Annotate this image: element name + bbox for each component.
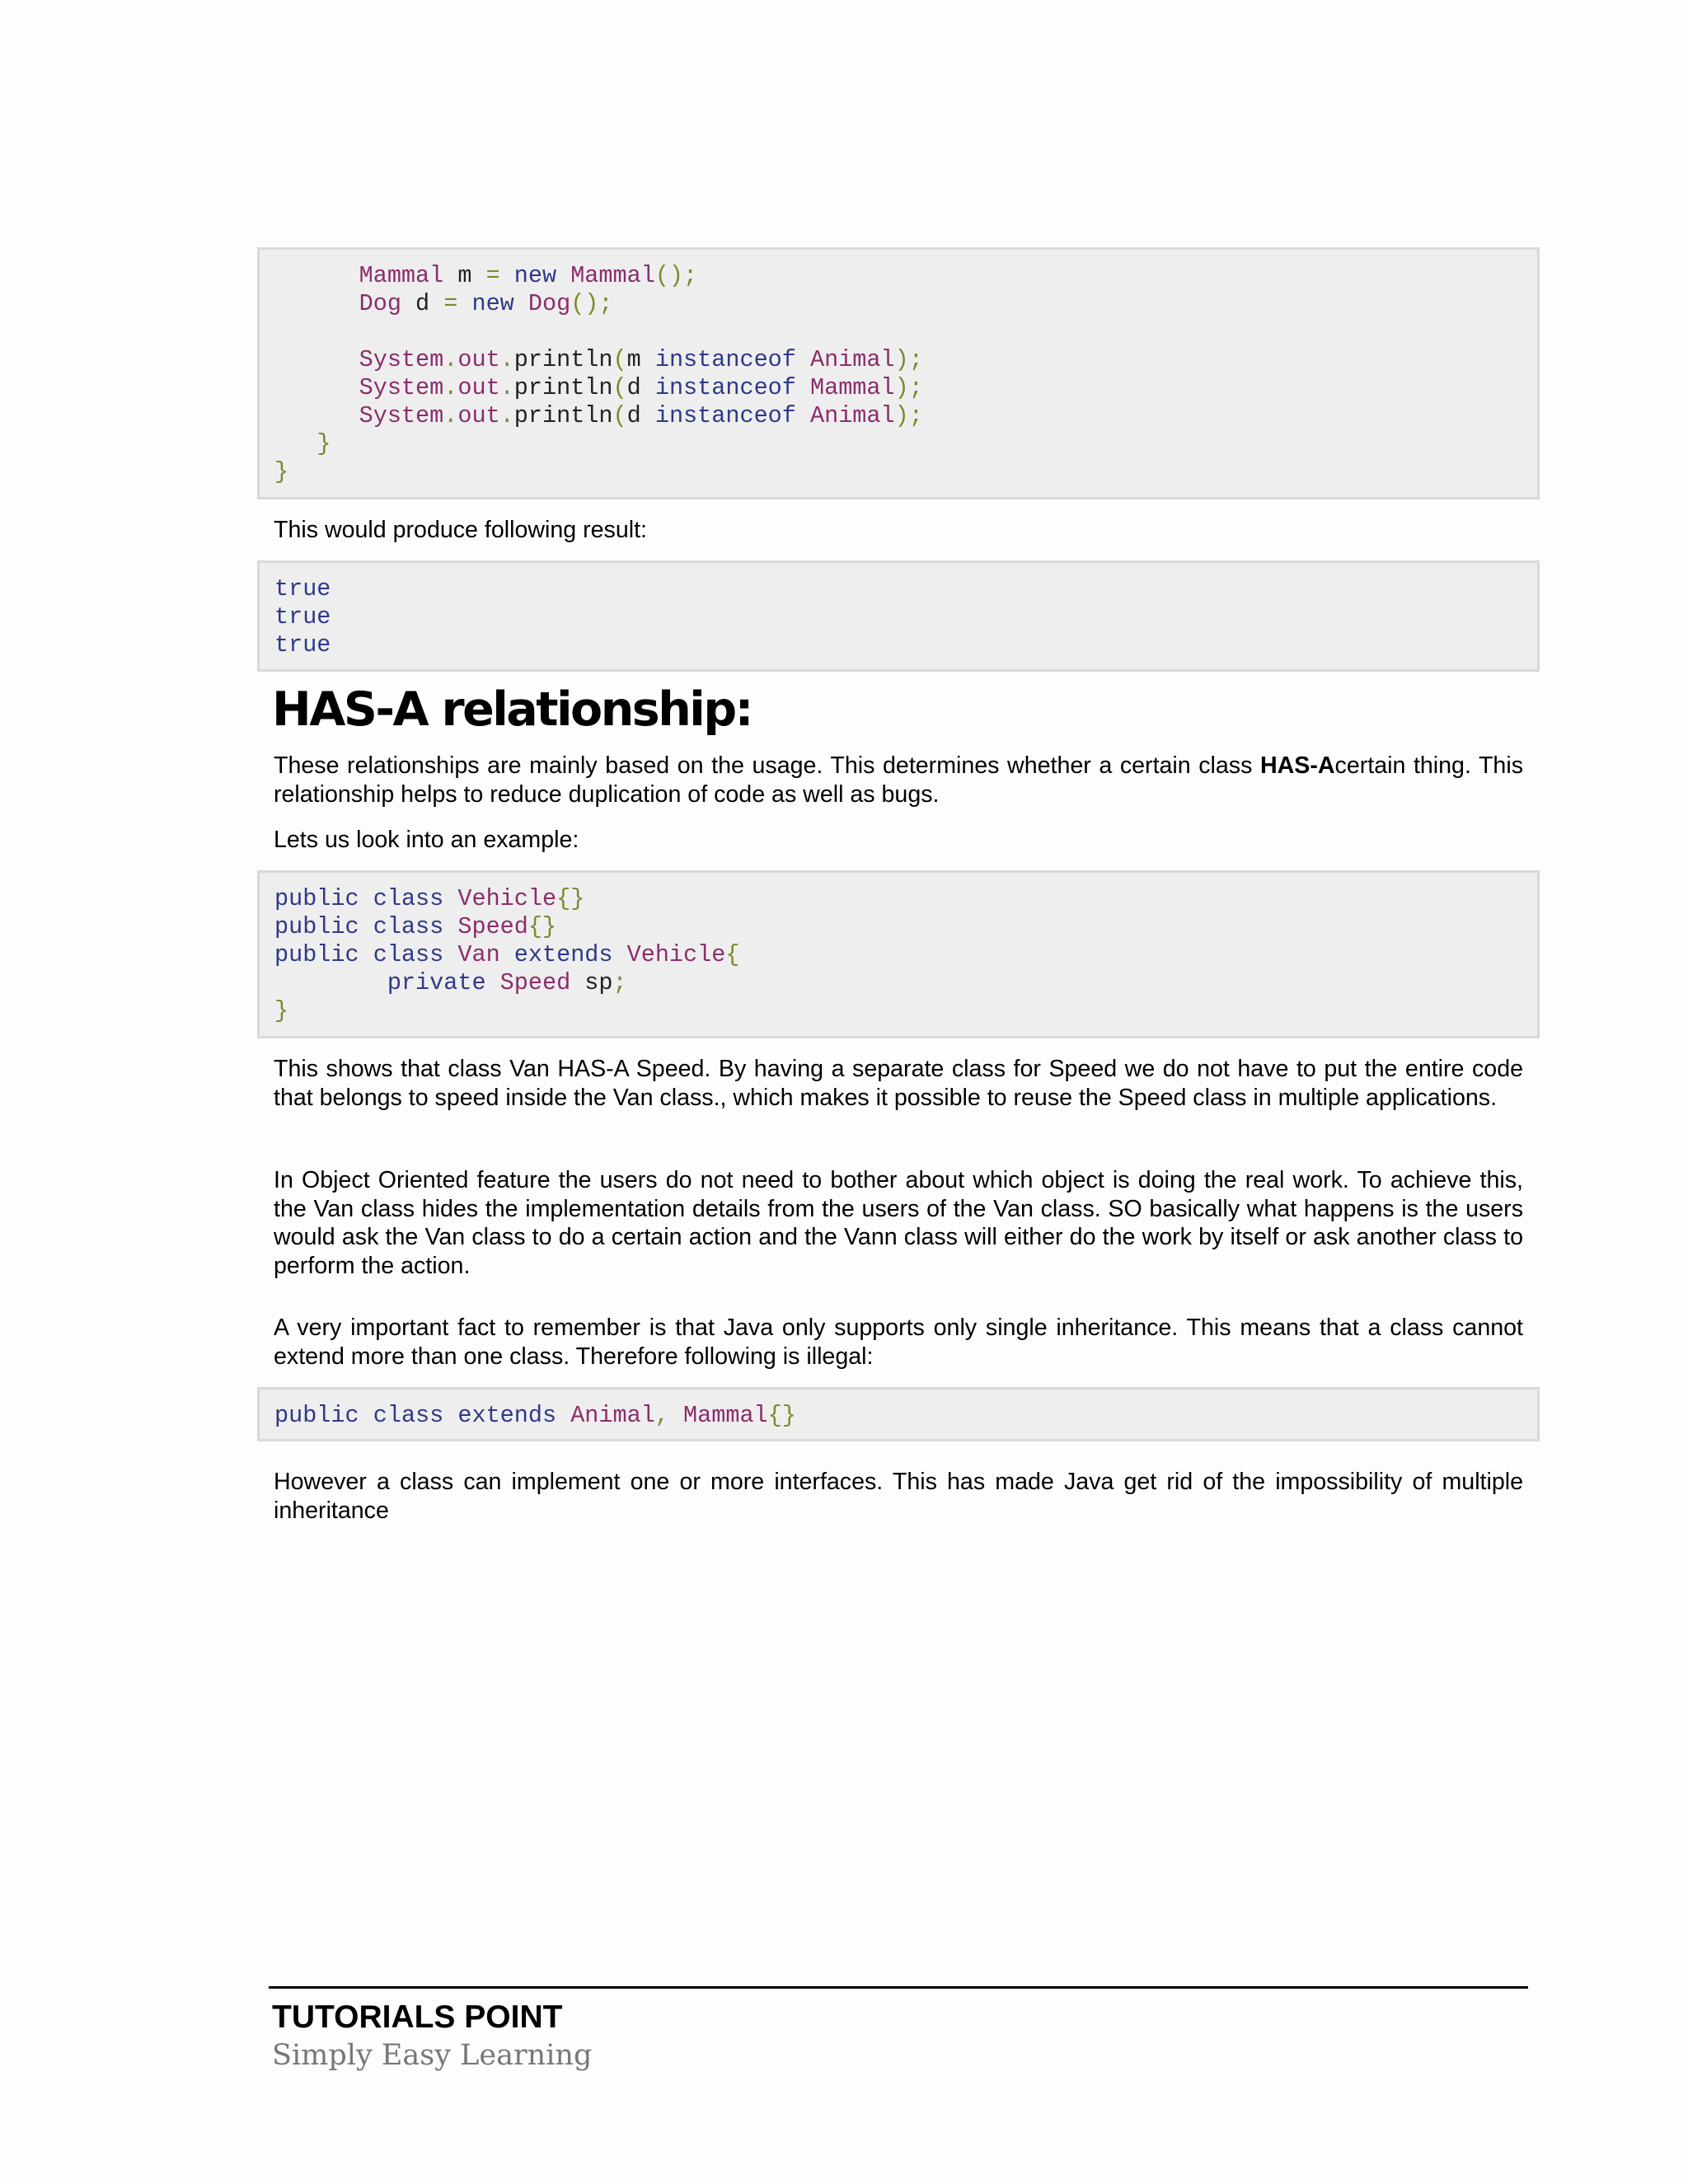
code-line: public class Speed{} xyxy=(274,913,557,940)
result-intro-text: This would produce following result: xyxy=(274,517,647,543)
code-line: public class Vehicle{} xyxy=(274,885,585,912)
code-line: System.out.println(d instanceof Mammal); xyxy=(359,374,923,401)
code-block-output xyxy=(257,560,1540,672)
footer-brand-title: TUTORIALS POINT xyxy=(272,1999,563,2035)
paragraph-object-oriented: In Object Oriented feature the users do not need to bother about which object is doing the real work. To achieve this, the Van class hides the implementation details from the users of the Van class. SO basically what happens is the users would ask the Van class to do a certain action and the Vann class will either do the work by itself or ask another class to perform the action. xyxy=(274,1167,1523,1279)
code-line: } xyxy=(274,997,289,1024)
code-line: Mammal m = new Mammal(); xyxy=(359,262,698,289)
paragraph-example-intro: Lets us look into an example: xyxy=(274,827,579,853)
output-line: true xyxy=(274,631,331,658)
code-block-illegal xyxy=(257,1387,1540,1441)
code-line: } xyxy=(316,430,331,457)
paragraph-has-a-intro: These relationships are mainly based on the usage. This determines whether a certain class HAS-Acertain thing. This relationship helps to reduce duplication of code as well as bugs. xyxy=(274,752,1523,808)
paragraph-single-inheritance: A very important fact to remember is that Java only supports only single inheritance. This means that a class cannot extend more than one class. Therefore following is illegal: xyxy=(274,1315,1523,1370)
code-block-instanceof xyxy=(257,247,1540,499)
bold-term: HAS-A xyxy=(1260,752,1335,779)
code-line: public class extends Animal, Mammal{} xyxy=(274,1402,796,1429)
output-line: true xyxy=(274,603,331,630)
footer-divider xyxy=(269,1986,1528,1989)
paragraph-van-has-a-speed: This shows that class Van HAS-A Speed. By having a separate class for Speed we do not have to put the entire code that belongs to speed inside the Van class., which makes it possible to reuse the Speed class in multiple applications. xyxy=(274,1056,1523,1111)
code-line: Dog d = new Dog(); xyxy=(359,290,613,317)
paragraph-interfaces: However a class can implement one or more interfaces. This has made Java get rid of the impossibility of multiple inheritance xyxy=(274,1469,1523,1524)
code-line: } xyxy=(274,458,289,485)
code-line-blank xyxy=(274,318,1537,346)
code-line: private Speed sp; xyxy=(387,969,627,996)
code-line: public class Van extends Vehicle{ xyxy=(274,941,740,968)
code-block-van-example xyxy=(257,870,1540,1038)
code-line: System.out.println(m instanceof Animal); xyxy=(359,346,923,373)
output-line: true xyxy=(274,575,331,602)
section-heading: HAS-A relationship: xyxy=(272,682,752,737)
code-line: System.out.println(d instanceof Animal); xyxy=(359,402,923,429)
footer-brand-subtitle: Simply Easy Learning xyxy=(272,2039,593,2072)
